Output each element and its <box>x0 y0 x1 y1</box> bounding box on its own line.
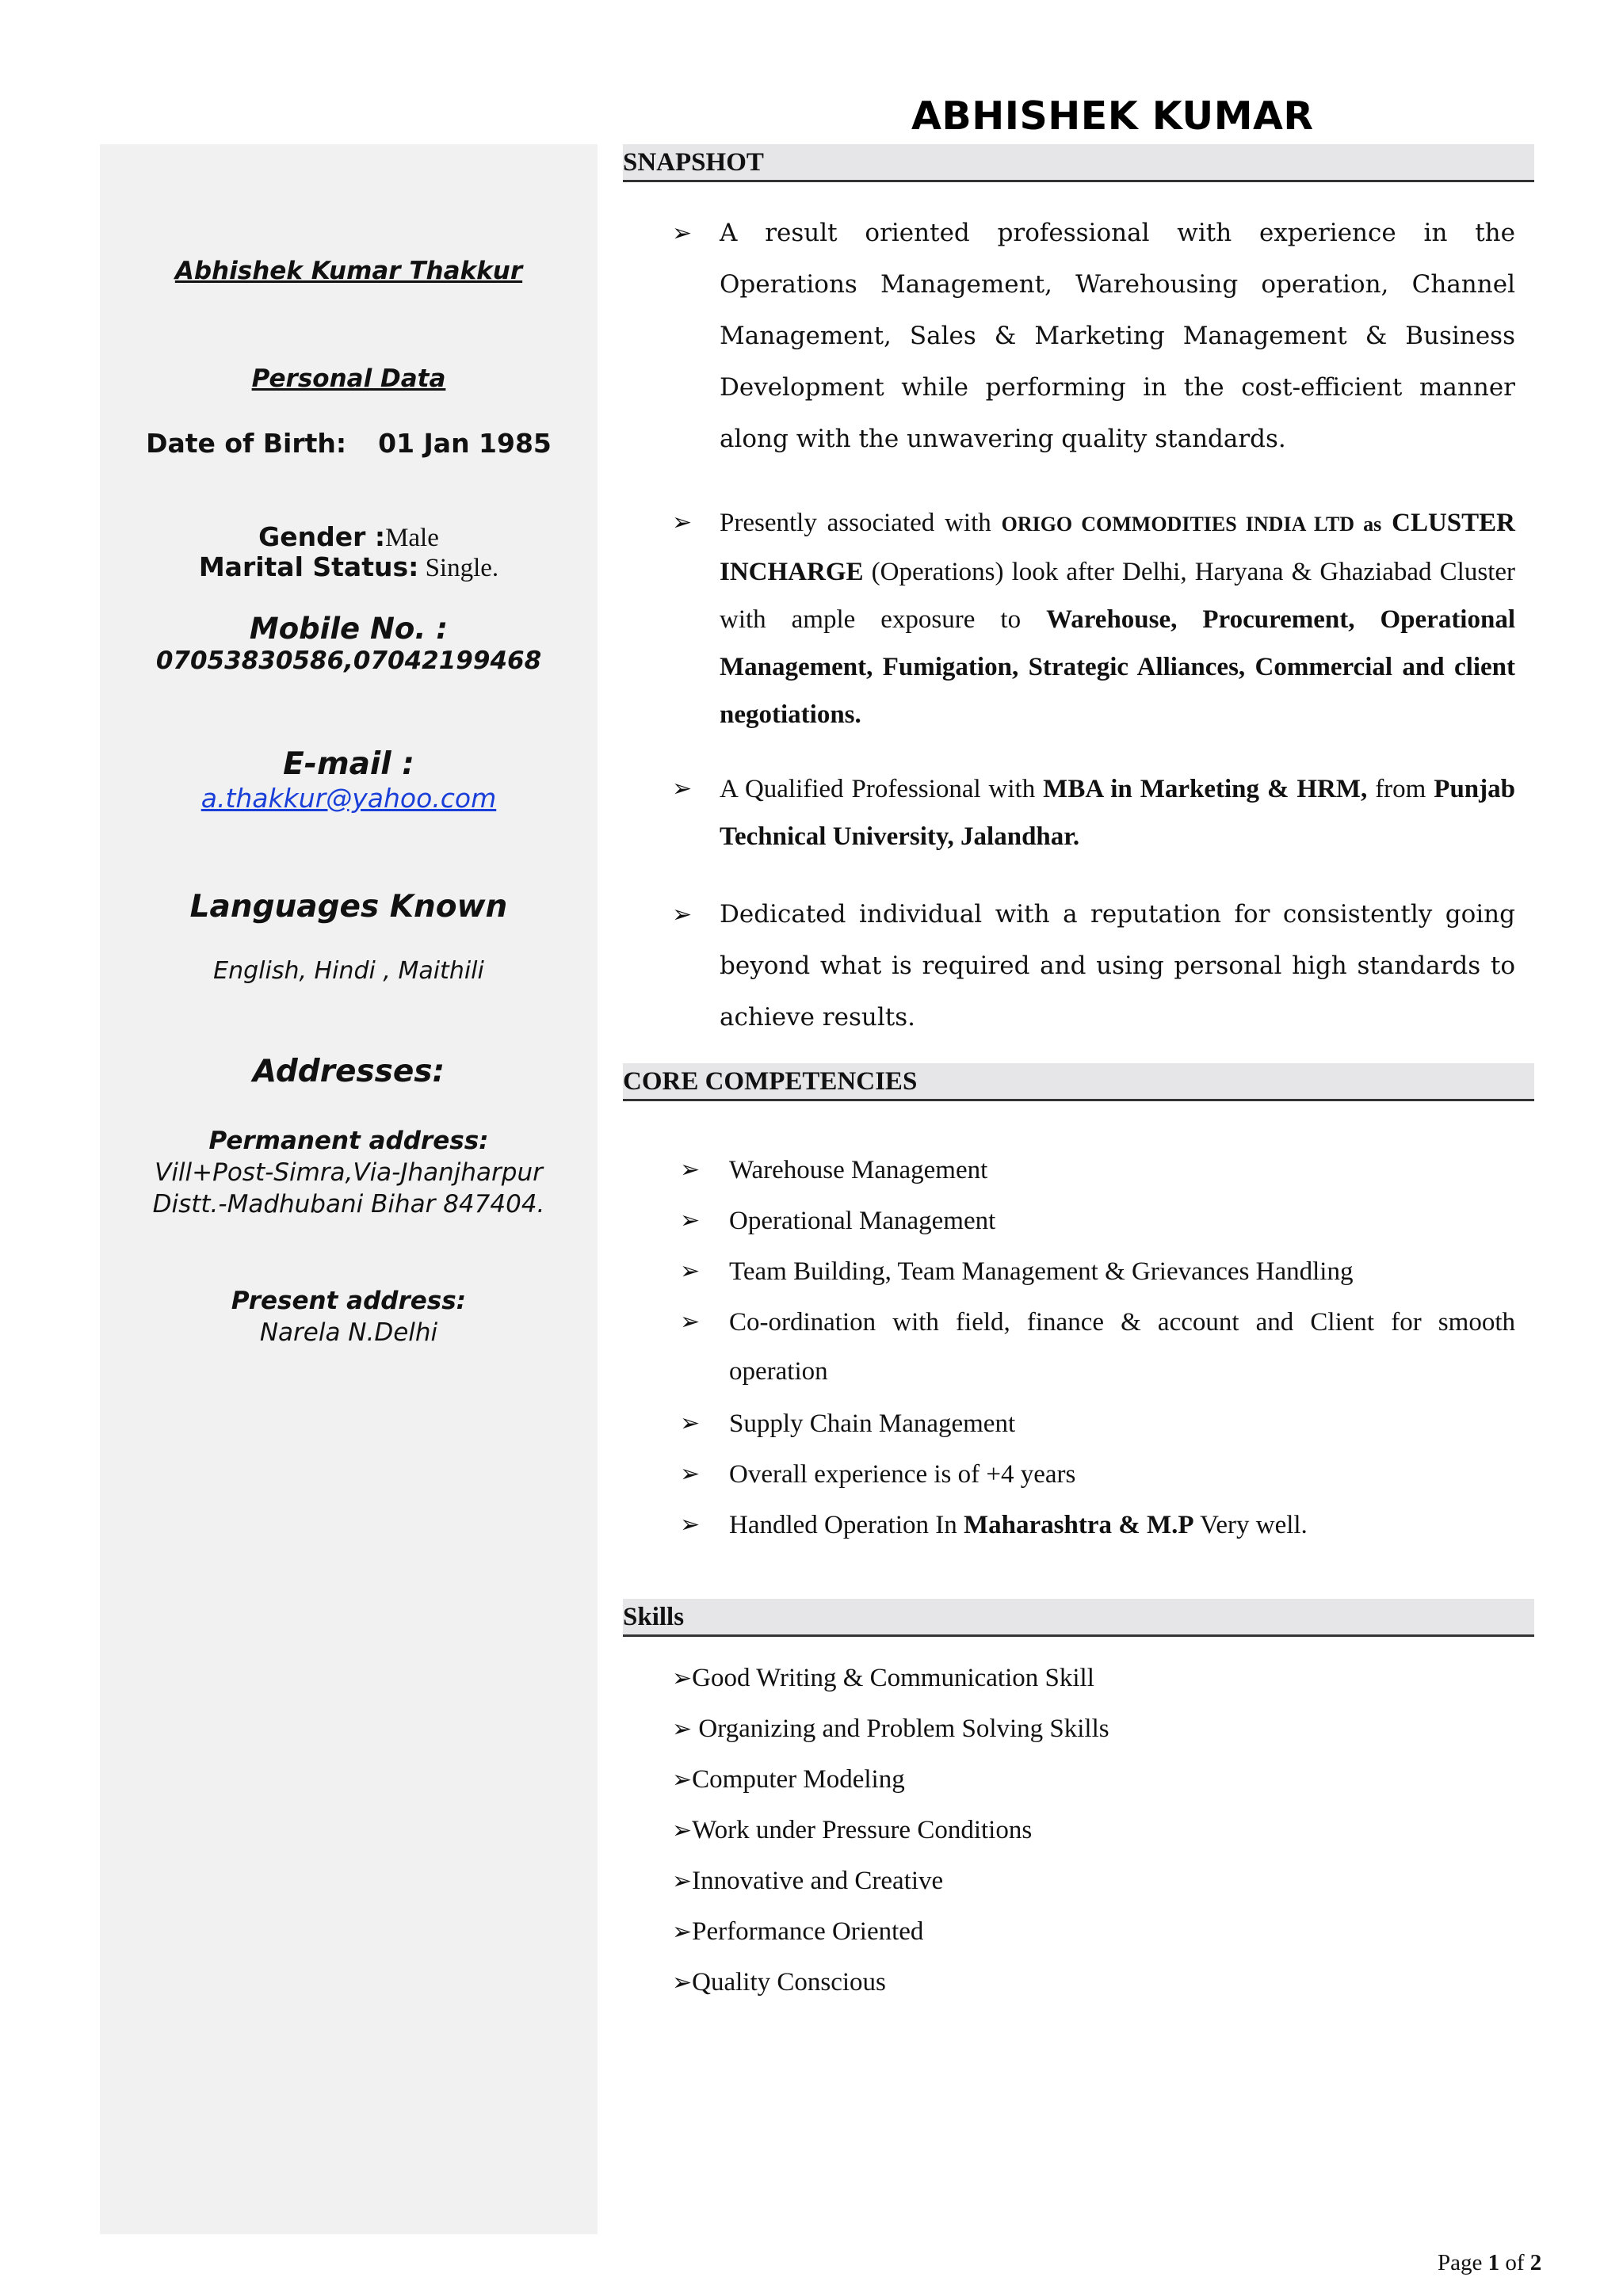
resume-title: ABHISHEK KUMAR <box>911 93 1314 139</box>
arrow-bullet-icon: ➢ <box>680 1257 701 1285</box>
competencies-heading: CORE COMPETENCIES <box>623 1063 1534 1101</box>
marital-status <box>100 551 598 583</box>
competency-last-b: Very well. <box>1193 1511 1308 1539</box>
snapshot-text-3-bold2: Punjab Technical University, Jalandhar. <box>720 775 1515 851</box>
addresses-label: Addresses: <box>252 1054 445 1089</box>
present-address-label: Present address: <box>231 1287 467 1315</box>
skill-text: Computer Modeling <box>692 1765 905 1794</box>
company-name: ORIGO COMMODITIES INDIA LTD as <box>1001 513 1382 536</box>
competency-item <box>680 1196 1515 1245</box>
email-label: E-mail : <box>283 746 414 782</box>
permanent-address-line2: Distt.-Madhubani Bihar 847404. <box>152 1190 545 1219</box>
personal-data-heading: Personal Data <box>251 364 446 393</box>
skill-item <box>672 1754 905 1806</box>
skill-item <box>672 1855 943 1907</box>
snapshot-text-2a: Presently associated with <box>720 509 1002 537</box>
arrow-bullet-icon: ➢ <box>672 1766 693 1794</box>
arrow-bullet-icon: ➢ <box>680 1207 701 1234</box>
arrow-bullet-icon: ➢ <box>672 219 693 247</box>
marital-value: Single. <box>418 554 499 582</box>
snapshot-text-3a: A Qualified Professional with <box>720 775 1044 803</box>
page-number <box>1438 2250 1564 2276</box>
permanent-address-line1: Vill+Post-Simra,Via-Jhanjharpur <box>155 1158 543 1187</box>
snapshot-text-2 <box>720 499 1515 738</box>
dob-value: 01 Jan 1985 <box>378 428 552 459</box>
sidebar <box>100 144 598 2234</box>
skill-text: Work under Pressure Conditions <box>692 1816 1033 1844</box>
mobile-value: 07053830586,07042199468 <box>155 646 542 675</box>
competency-item <box>680 1501 1515 1550</box>
marital-label: Marital Status: <box>198 551 419 582</box>
competency-item <box>680 1298 1515 1396</box>
skill-text: Performance Oriented <box>692 1917 924 1946</box>
sidebar-name: Abhishek Kumar Thakkur <box>174 257 523 285</box>
snapshot-text-4: Dedicated individual with a reputation for consistently going beyond what is required and using personal high standards to achieve results. <box>720 900 1515 1032</box>
competency-last-bold: Maharashtra & M.P <box>964 1511 1194 1539</box>
competency-text: Operational Management <box>729 1207 996 1235</box>
arrow-bullet-icon: ➢ <box>672 1969 693 1997</box>
snapshot-item-3 <box>672 765 1515 860</box>
arrow-bullet-icon: ➢ <box>672 901 693 929</box>
snapshot-text-2b: (Operations) look after Delhi, Haryana & Ghaziabad Cluster with ample exposure to <box>720 558 1515 634</box>
skill-item <box>672 1703 1109 1755</box>
snapshot-text-2-bold: Warehouse, Procurement, Operational Management, Fumigation, Strategic Alliances, Commercial and client negotiations. <box>720 605 1515 729</box>
permanent-address-label: Permanent address: <box>208 1127 489 1155</box>
skill-item <box>672 1805 1032 1856</box>
snapshot-text-1: A result oriented professional with experience in the Operations Management, Warehousing operation, Channel Management, Sales & Marketing Management & Business Development while performing in the cost-efficient manner along with the unwavering quality standards. <box>720 219 1515 453</box>
arrow-bullet-icon: ➢ <box>680 1460 701 1488</box>
date-of-birth <box>100 428 598 459</box>
dob-label: Date of Birth: <box>146 428 347 459</box>
competency-item <box>680 1399 1515 1448</box>
competency-text: Warehouse Management <box>729 1156 988 1184</box>
skill-item <box>672 1906 923 1958</box>
skill-item <box>672 1957 886 2008</box>
skill-text: Innovative and Creative <box>692 1867 944 1895</box>
arrow-bullet-icon: ➢ <box>672 1867 693 1895</box>
competency-text: Co-ordination with field, finance & account and Client for smooth operation <box>729 1308 1515 1386</box>
gender-label: Gender : <box>258 521 386 552</box>
page-of: of <box>1499 2250 1530 2275</box>
arrow-bullet-icon: ➢ <box>680 1308 701 1336</box>
competency-item <box>680 1450 1515 1499</box>
competency-last-a: Handled Operation In <box>729 1511 964 1539</box>
present-address-value: Narela N.Delhi <box>259 1318 438 1347</box>
competency-text: Supply Chain Management <box>729 1409 1016 1438</box>
competency-text: Team Building, Team Management & Grievances Handling <box>729 1257 1354 1286</box>
arrow-bullet-icon: ➢ <box>672 1665 693 1692</box>
snapshot-text-3-bold1: MBA in Marketing & HRM, <box>1043 775 1368 803</box>
competency-text <box>729 1501 1515 1550</box>
snapshot-text-3b: from <box>1367 775 1434 803</box>
snapshot-text-3 <box>720 765 1515 860</box>
languages-value: English, Hindi , Maithili <box>213 957 484 985</box>
arrow-bullet-icon: ➢ <box>680 1156 701 1184</box>
mobile-label: Mobile No. : <box>249 612 449 646</box>
competency-item <box>680 1146 1515 1195</box>
gender <box>100 521 598 553</box>
gender-value: Male <box>385 524 439 552</box>
arrow-bullet-icon: ➢ <box>672 775 693 803</box>
page-total: 2 <box>1529 2250 1542 2275</box>
snapshot-item-1 <box>672 208 1515 465</box>
arrow-bullet-icon: ➢ <box>672 1715 693 1743</box>
arrow-bullet-icon: ➢ <box>672 509 693 536</box>
competency-text: Overall experience is of +4 years <box>729 1460 1076 1489</box>
skill-text: Good Writing & Communication Skill <box>692 1664 1094 1692</box>
skill-item <box>672 1653 1094 1704</box>
snapshot-item-2 <box>672 499 1515 738</box>
role: CLUSTER INCHARGE <box>720 509 1516 586</box>
skill-text: Quality Conscious <box>692 1968 886 1997</box>
page-label: Page <box>1438 2250 1488 2275</box>
email-link[interactable]: a.thakkur@yahoo.com <box>200 783 497 814</box>
skill-text: Organizing and Problem Solving Skills <box>692 1714 1109 1743</box>
page-current: 1 <box>1487 2250 1500 2275</box>
snapshot-item-4 <box>672 889 1515 1043</box>
snapshot-heading: SNAPSHOT <box>623 144 1534 182</box>
languages-label: Languages Known <box>189 889 508 925</box>
skills-heading: Skills <box>623 1599 1534 1637</box>
arrow-bullet-icon: ➢ <box>680 1409 701 1437</box>
arrow-bullet-icon: ➢ <box>680 1511 701 1539</box>
arrow-bullet-icon: ➢ <box>672 1918 693 1946</box>
arrow-bullet-icon: ➢ <box>672 1817 693 1844</box>
competency-item <box>680 1247 1515 1296</box>
